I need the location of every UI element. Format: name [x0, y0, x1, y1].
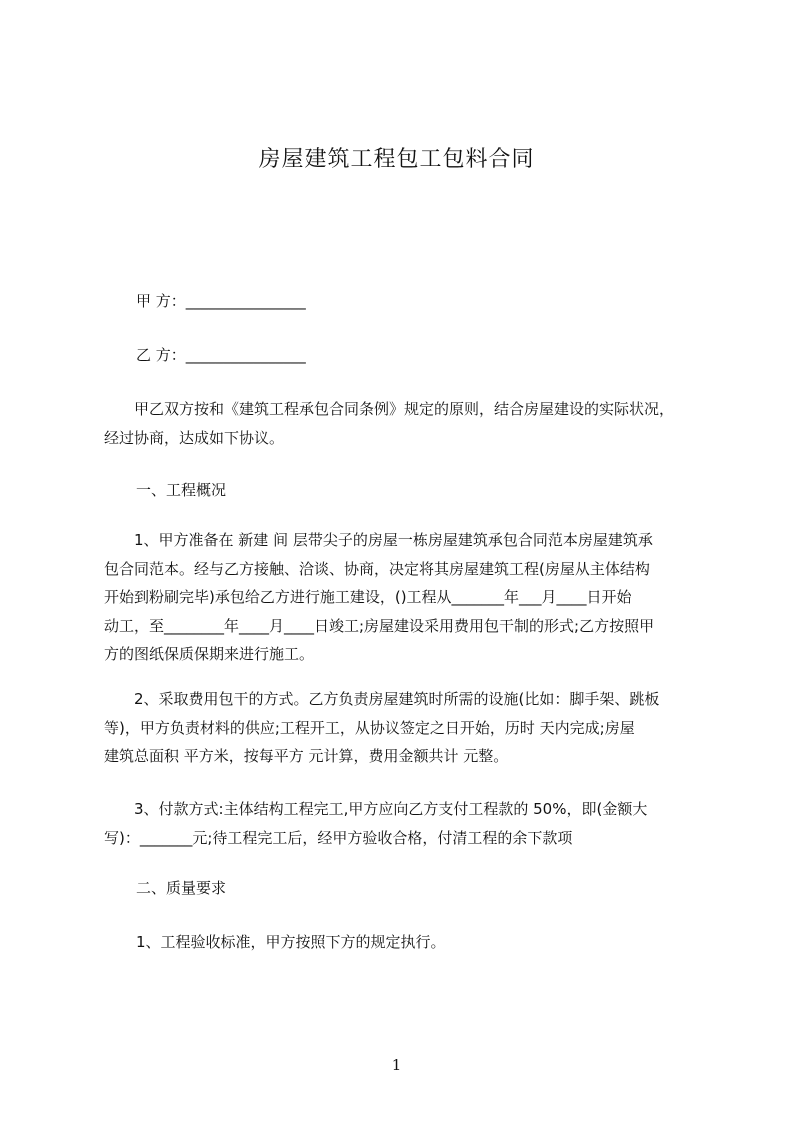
clause-line: 1、甲方准备在 新建 间 层带尖子的房屋一栋房屋建筑承包合同范本房屋建筑承 [134, 531, 653, 549]
intro-paragraph [104, 395, 724, 452]
page-number: 1 [391, 1056, 402, 1074]
clause-1-3-paragraph [104, 795, 724, 852]
intro-line: 甲乙双方按和《建筑工程承包合同条例》规定的原则，结合房屋建设的实际状况， [134, 400, 675, 418]
clause-1-1-paragraph [104, 526, 724, 669]
clause-line: 方的图纸保质保期来进行施工。 [104, 645, 315, 663]
clause-2-1: 1、工程验收标准，甲方按照下方的规定执行。 [136, 933, 446, 951]
intro-line: 经过协商，达成如下协议。 [104, 428, 285, 447]
clause-line: 等)，甲方负责材料的供应;工程开工，从协议签定之日开始，历时 天内完成;房屋 [104, 718, 635, 737]
clause-line: 建筑总面积 平方米，按每平方 元计算，费用金额共计 元整。 [104, 747, 509, 765]
party-b-line: 乙 方：________________ [136, 346, 306, 364]
clause-1-2-paragraph [104, 685, 724, 771]
party-a-line: 甲 方：________________ [136, 292, 306, 310]
clause-line: 3、付款方式:主体结构工程完工,甲方应向乙方支付工程款的 50%，即(金额大 [134, 800, 648, 818]
clause-line: 写)：_______元;待工程完工后，经甲方验收合格，付清工程的余下款项 [104, 828, 573, 847]
section-2-heading: 二、质量要求 [136, 879, 227, 897]
section-1-heading: 一、工程概况 [136, 481, 227, 499]
document-title: 房屋建筑工程包工包料合同 [258, 147, 535, 172]
clause-line: 开始到粉刷完毕)承包给乙方进行施工建设，()工程从_______年___月____日开始 [104, 588, 632, 606]
clause-line: 包合同范本。经与乙方接触、洽谈、协商，决定将其房屋建筑工程(房屋从主体结构 [104, 559, 650, 578]
clause-line: 2、采取费用包干的方式。乙方负责房屋建筑时所需的设施(比如：脚手架、跳板 [134, 690, 660, 708]
clause-line: 动工，至________年____月____日竣工;房屋建设采用费用包干制的形式;乙方按照甲 [104, 616, 655, 635]
